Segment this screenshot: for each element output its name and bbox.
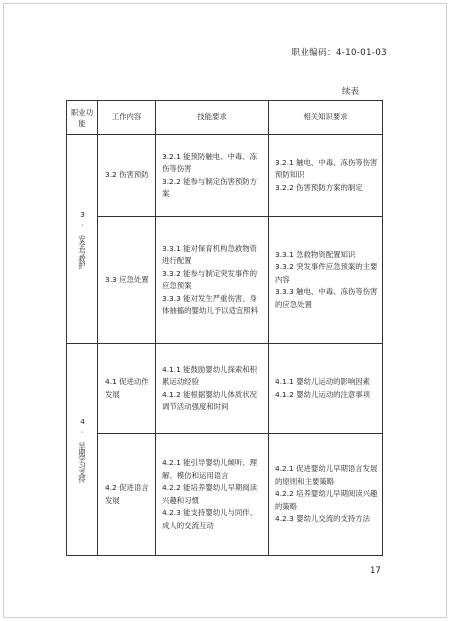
skills-table	[66, 100, 383, 556]
skills-cell: 4.1.1 能鼓励婴幼儿探索和积累运动经验 4.1.2 能根据婴幼儿体质状况调节活动强度和时间	[156, 344, 269, 434]
occupation-code: 职业编码：4-10-01-03	[291, 48, 387, 58]
knowledge-cell: 4.1.1 婴幼儿运动的影响因素 4.1.2 婴幼儿运动的注意事项	[269, 344, 383, 434]
table-row	[67, 344, 383, 434]
table-header-row	[67, 101, 383, 135]
function-label: 4. 早期学习支持	[78, 417, 87, 482]
function-label: 3. 安全与救护	[78, 209, 87, 269]
content-cell: 4.2 促进语言发展	[98, 434, 156, 556]
continued-label: 续表	[342, 87, 360, 97]
skills-cell: 3.2.1 能预防触电、中毒、冻伤等伤害 3.2.2 能参与制定伤害预防方案	[156, 135, 269, 217]
skills-cell: 4.2.1 能引导婴幼儿倾听、理解、模仿和运用语言 4.2.2 能培养婴幼儿早期阅读兴趣和习惯 4.2.3 能支持婴幼儿与同伴、成人的交流互动	[156, 434, 269, 556]
function-cell	[67, 135, 98, 344]
knowledge-cell: 3.3.1 急救物资配置知识 3.3.2 突发事件应急预案的主要内容 3.3.3 触电、中毒、冻伤等伤害的应急处置	[269, 217, 383, 344]
skills-cell: 3.3.1 能对保育机构急救物资进行配置 3.3.2 能参与制定突发事件的应急预案 3.3.3 能对发生严重伤害、身体抽搐的婴幼儿予以适宜照料	[156, 217, 269, 344]
knowledge-cell: 4.2.1 促进婴幼儿早期语言发展的原则和主要策略 4.2.2 培养婴幼儿早期阅读兴趣的策略 4.2.3 婴幼儿交流的支持方法	[269, 434, 383, 556]
page-number: 17	[370, 566, 381, 576]
header-skills: 技能要求	[156, 101, 269, 135]
table-row	[67, 135, 383, 217]
header-content: 工作内容	[98, 101, 156, 135]
header-function: 职业功能	[67, 101, 98, 135]
function-cell	[67, 344, 98, 556]
header-knowledge: 相关知识要求	[269, 101, 383, 135]
content-cell: 3.2 伤害预防	[98, 135, 156, 217]
knowledge-cell: 3.2.1 触电、中毒、冻伤等伤害预防知识 3.2.2 伤害预防方案的制定	[269, 135, 383, 217]
content-cell: 3.3 应急处置	[98, 217, 156, 344]
table-row	[67, 217, 383, 344]
table-row	[67, 434, 383, 556]
content-cell: 4.1 促进动作发展	[98, 344, 156, 434]
